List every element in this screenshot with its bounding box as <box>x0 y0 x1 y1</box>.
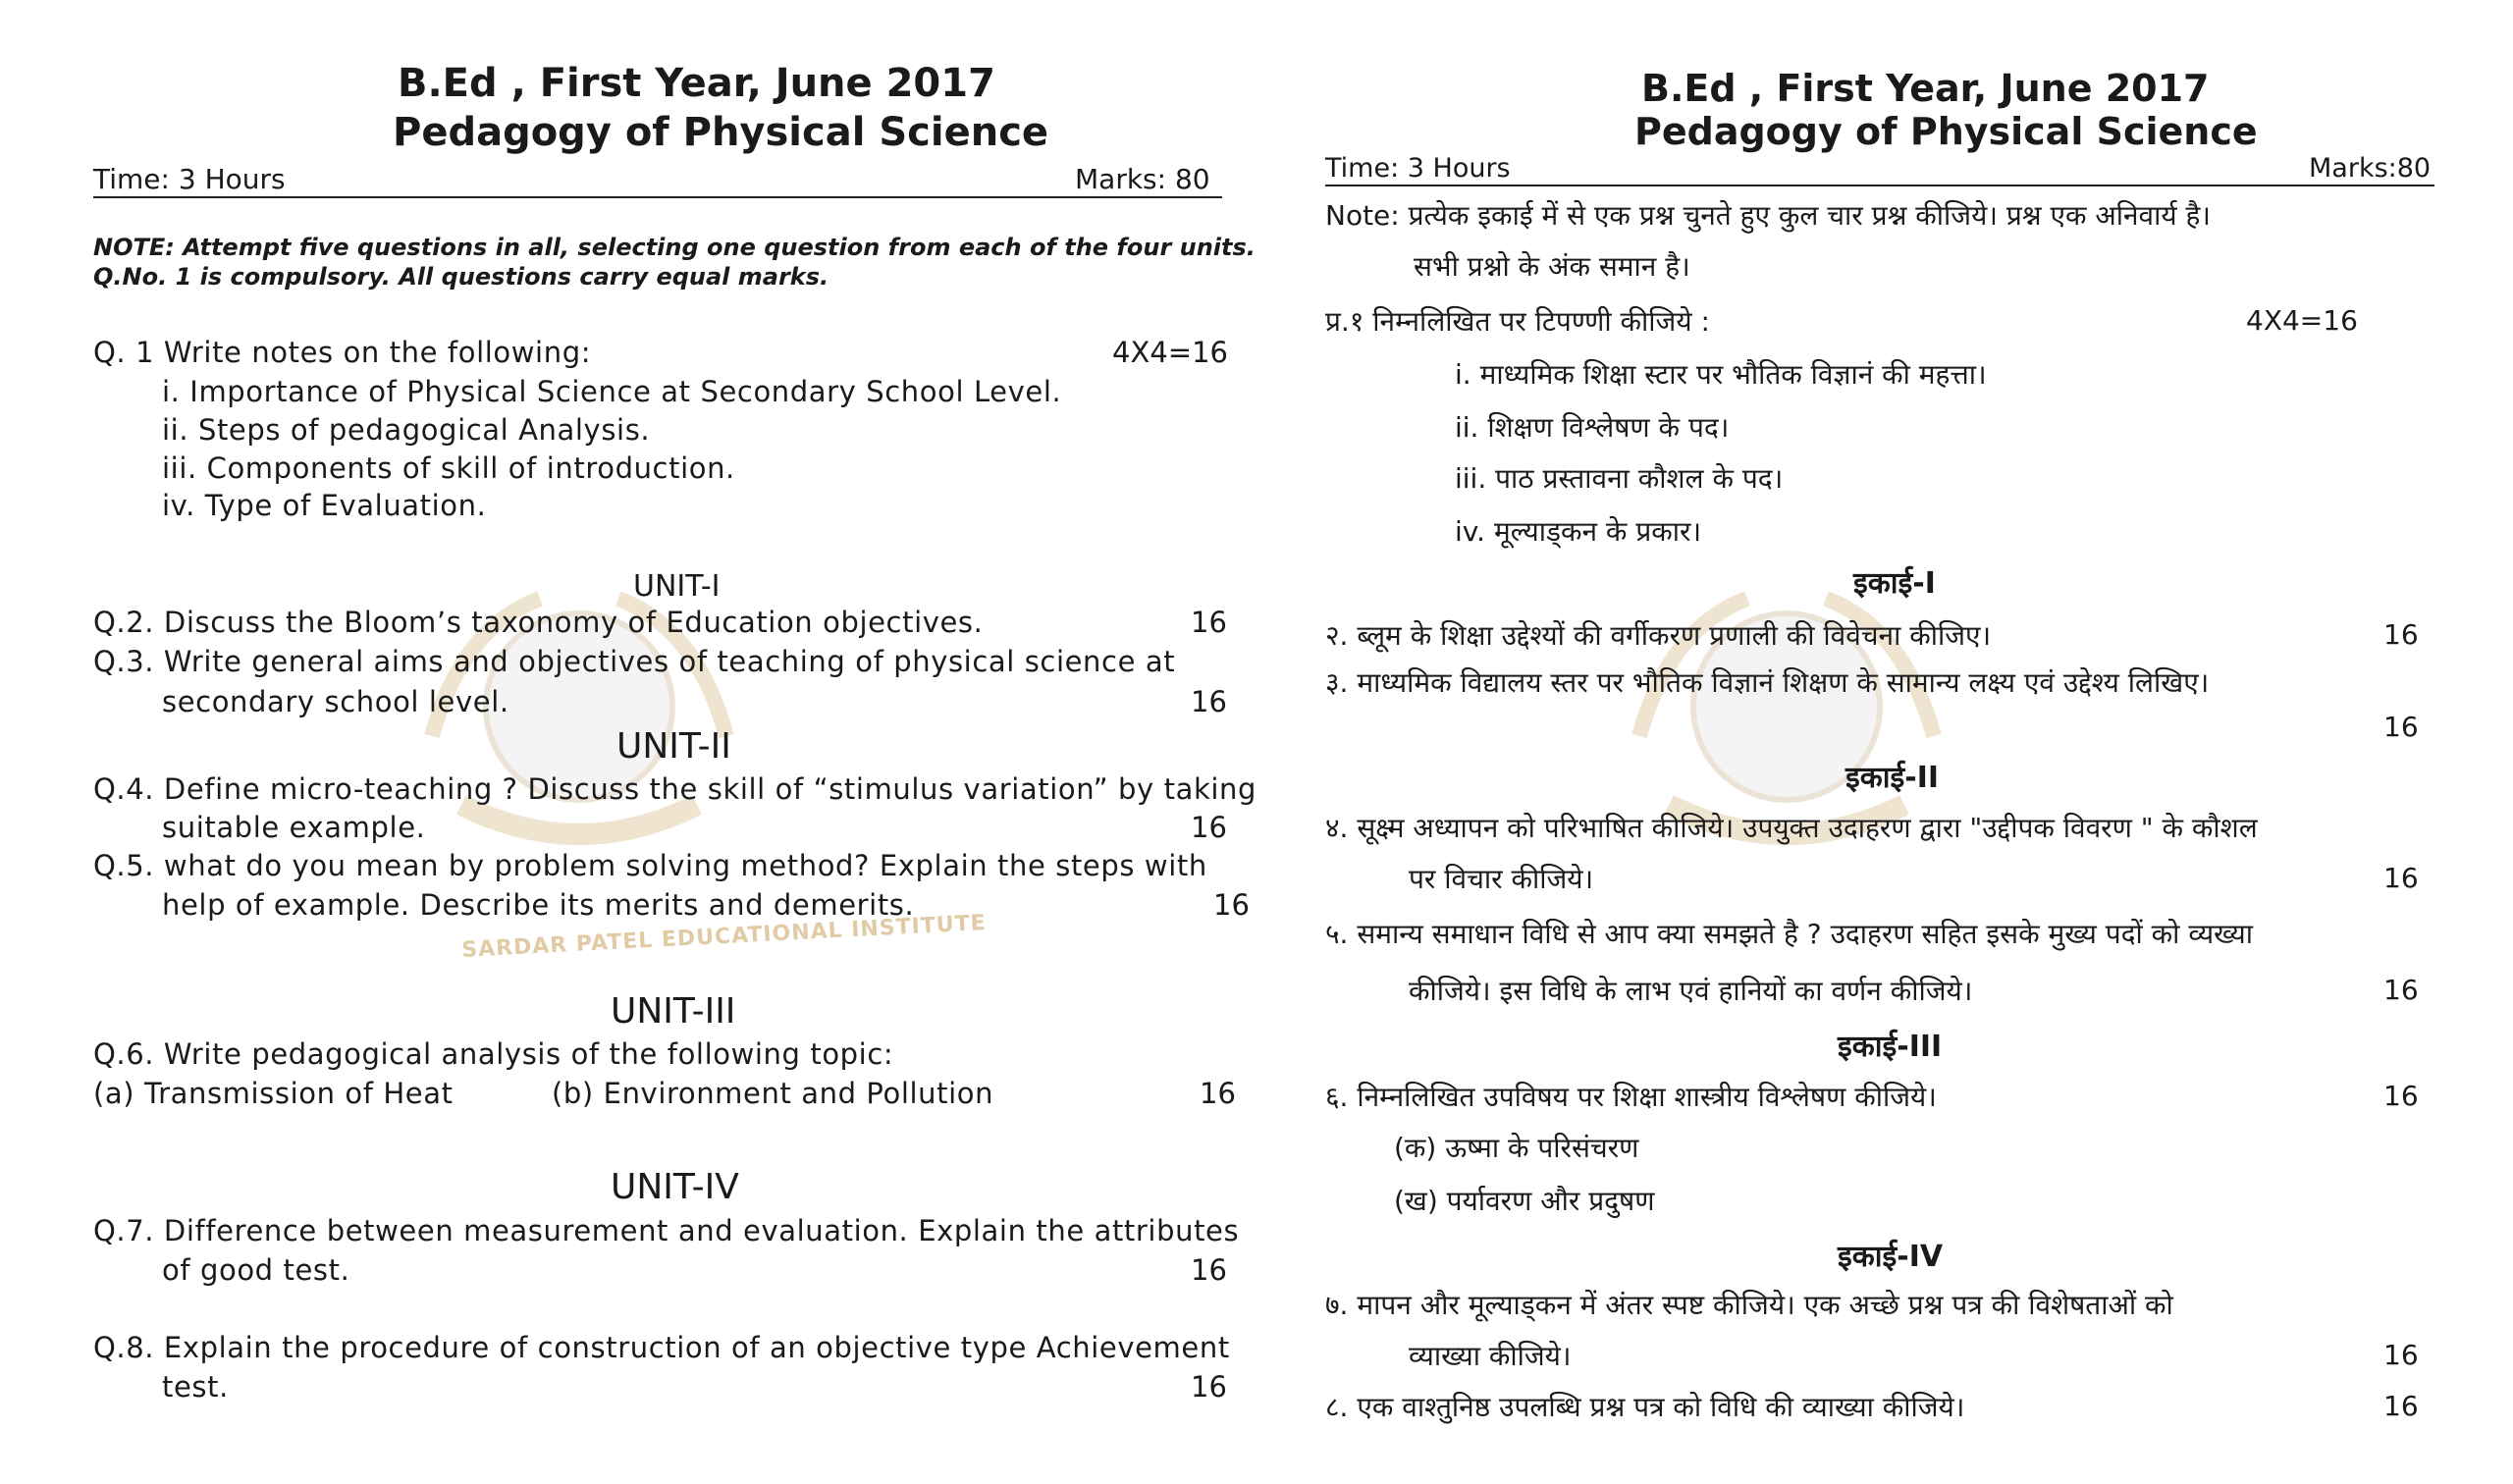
unit-1-heading: UNIT-I <box>633 569 721 604</box>
hindi-question-3: ३. माध्यमिक विद्यालय स्तर पर भौतिक विज्ञानं शिक्षण के सामान्य लक्ष्य एवं उद्देश्य लिखिए। <box>1325 666 2210 699</box>
hindi-marks-label: Marks:80 <box>2309 153 2432 184</box>
hindi-unit-1-heading: इकाई-I <box>1853 566 1936 601</box>
question-1: Q. 1 Write notes on the following: <box>93 336 592 369</box>
hindi-unit-4-heading: इकाई-IV <box>1838 1240 1944 1274</box>
hindi-question-8-marks: 16 <box>2383 1390 2419 1422</box>
unit-2-heading: UNIT-II <box>616 726 731 767</box>
hindi-question-1: प्र.१ निम्नलिखित पर टिपण्णी कीजिये : <box>1325 305 1710 338</box>
question-1-item-iv: iv. Type of Evaluation. <box>162 489 487 522</box>
question-3-line-1: Q.3. Write general aims and objectives of teaching of physical science at <box>93 645 1176 678</box>
question-5-line-2: help of example. Describe its merits and demerits. <box>162 888 915 922</box>
question-4-marks: 16 <box>1191 811 1227 844</box>
question-1-marks: 4X4=16 <box>1112 336 1228 369</box>
question-6-marks: 16 <box>1200 1077 1236 1110</box>
hindi-question-2: २. ब्लूम के शिक्षा उद्देश्यों की वर्गीकरण प्रणाली की विवेचना कीजिए। <box>1325 619 1992 652</box>
hindi-paper-subject: Pedagogy of Physical Science <box>1634 110 2258 153</box>
time-label: Time: 3 Hours <box>93 163 286 195</box>
marks-label: Marks: 80 <box>1075 163 1210 195</box>
hindi-question-2-marks: 16 <box>2383 618 2419 651</box>
hindi-question-1-item-iii: iii. पाठ प्रस्तावना कौशल के पद। <box>1455 462 1784 495</box>
hindi-unit-2-heading: इकाई-II <box>1845 761 1940 795</box>
hindi-question-1-item-i: i. माध्यमिक शिक्षा स्टार पर भौतिक विज्ञानं की महत्ता। <box>1455 358 1987 391</box>
hindi-question-4-line-2: पर विचार कीजिये। <box>1409 863 1594 895</box>
hindi-unit-3-heading: इकाई-III <box>1838 1030 1943 1064</box>
instructions-line-1: NOTE: Attempt five questions in all, selecting one question from each of the four units. <box>93 234 1256 261</box>
question-5-line-1: Q.5. what do you mean by problem solving method? Explain the steps with <box>93 849 1207 882</box>
question-7-line-1: Q.7. Difference between measurement and evaluation. Explain the attributes <box>93 1214 1240 1247</box>
question-5-marks: 16 <box>1213 888 1250 922</box>
hindi-instructions-line-2: सभी प्रश्नो के अंक समान है। <box>1414 250 1690 283</box>
hindi-paper-title: B.Ed , First Year, June 2017 <box>1641 67 2210 110</box>
hindi-question-1-item-ii: ii. शिक्षण विश्लेषण के पद। <box>1455 411 1730 444</box>
instructions-line-2: Q.No. 1 is compulsory. All questions carry equal marks. <box>93 263 829 291</box>
hindi-question-5-marks: 16 <box>2383 974 2419 1006</box>
question-7-marks: 16 <box>1191 1253 1227 1287</box>
hindi-question-3-marks: 16 <box>2383 711 2419 743</box>
hindi-question-6-option-b: (ख) पर्यावरण और प्रदुषण <box>1394 1185 1655 1217</box>
question-6-option-b: (b) Environment and Pollution <box>552 1077 994 1110</box>
hindi-question-1-item-iv: iv. मूल्याड्कन के प्रकार। <box>1455 515 1702 548</box>
hindi-time-label: Time: 3 Hours <box>1325 153 1511 184</box>
hindi-question-7-line-2: व्याख्या कीजिये। <box>1409 1340 1572 1372</box>
question-1-item-ii: ii. Steps of pedagogical Analysis. <box>162 413 651 447</box>
hindi-question-7-marks: 16 <box>2383 1339 2419 1371</box>
hindi-question-5-line-1: ५. समान्य समाधान विधि से आप क्या समझते है ? उदाहरण सहित इसके मुख्य पदों को व्यख्या <box>1325 918 2254 950</box>
hindi-question-6: ६. निम्नलिखित उपविषय पर शिक्षा शास्त्रीय विश्लेषण कीजिये। <box>1325 1081 1937 1113</box>
unit-3-heading: UNIT-III <box>611 991 736 1032</box>
question-3-line-2: secondary school level. <box>162 685 509 718</box>
unit-4-heading: UNIT-IV <box>611 1167 739 1207</box>
hindi-header-rule <box>1325 185 2434 186</box>
hindi-question-6-marks: 16 <box>2383 1080 2419 1112</box>
question-4-line-2: suitable example. <box>162 811 426 844</box>
question-6: Q.6. Write pedagogical analysis of the following topic: <box>93 1037 894 1071</box>
question-2: Q.2. Discuss the Bloom’s taxonomy of Education objectives. <box>93 606 984 639</box>
paper-title: B.Ed , First Year, June 2017 <box>398 61 995 106</box>
question-8-line-1: Q.8. Explain the procedure of construction of an objective type Achievement <box>93 1331 1230 1364</box>
watermark-text-left: SARDAR PATEL EDUCATIONAL INSTITUTE <box>460 911 988 963</box>
question-4-line-1: Q.4. Define micro-teaching ? Discuss the skill of “stimulus variation” by taking <box>93 772 1257 806</box>
question-1-item-iii: iii. Components of skill of introduction. <box>162 451 735 485</box>
question-1-item-i: i. Importance of Physical Science at Secondary School Level. <box>162 375 1062 408</box>
header-rule <box>93 196 1222 198</box>
hindi-instructions-line-1: Note: प्रत्येक इकाई में से एक प्रश्न चुनते हुए कुल चार प्रश्न कीजिये। प्रश्न एक अनिवार्य है। <box>1325 199 2211 232</box>
question-2-marks: 16 <box>1191 606 1227 639</box>
hindi-question-1-marks: 4X4=16 <box>2246 304 2358 337</box>
question-3-marks: 16 <box>1191 685 1227 718</box>
question-6-option-a: (a) Transmission of Heat <box>93 1077 454 1110</box>
question-8-line-2: test. <box>162 1370 229 1404</box>
paper-subject: Pedagogy of Physical Science <box>393 110 1049 155</box>
hindi-question-4-line-1: ४. सूक्ष्म अध्यापन को परिभाषित कीजिये। उपयुक्त उदाहरण द्वारा "उद्दीपक विवरण " के कौशल <box>1325 812 2258 844</box>
hindi-question-4-marks: 16 <box>2383 862 2419 894</box>
question-7-line-2: of good test. <box>162 1253 350 1287</box>
question-8-marks: 16 <box>1191 1370 1227 1404</box>
hindi-question-6-option-a: (क) ऊष्मा के परिसंचरण <box>1394 1132 1639 1164</box>
hindi-question-8: ८. एक वाश्तुनिष्ठ उपलब्धि प्रश्न पत्र को विधि की व्याख्या कीजिये। <box>1325 1391 1965 1423</box>
hindi-question-7-line-1: ७. मापन और मूल्याड्कन में अंतर स्पष्ट कीजिये। एक अच्छे प्रश्न पत्र की विशेषताओं को <box>1325 1289 2173 1321</box>
hindi-question-5-line-2: कीजिये। इस विधि के लाभ एवं हानियों का वर्णन कीजिये। <box>1409 975 1973 1007</box>
